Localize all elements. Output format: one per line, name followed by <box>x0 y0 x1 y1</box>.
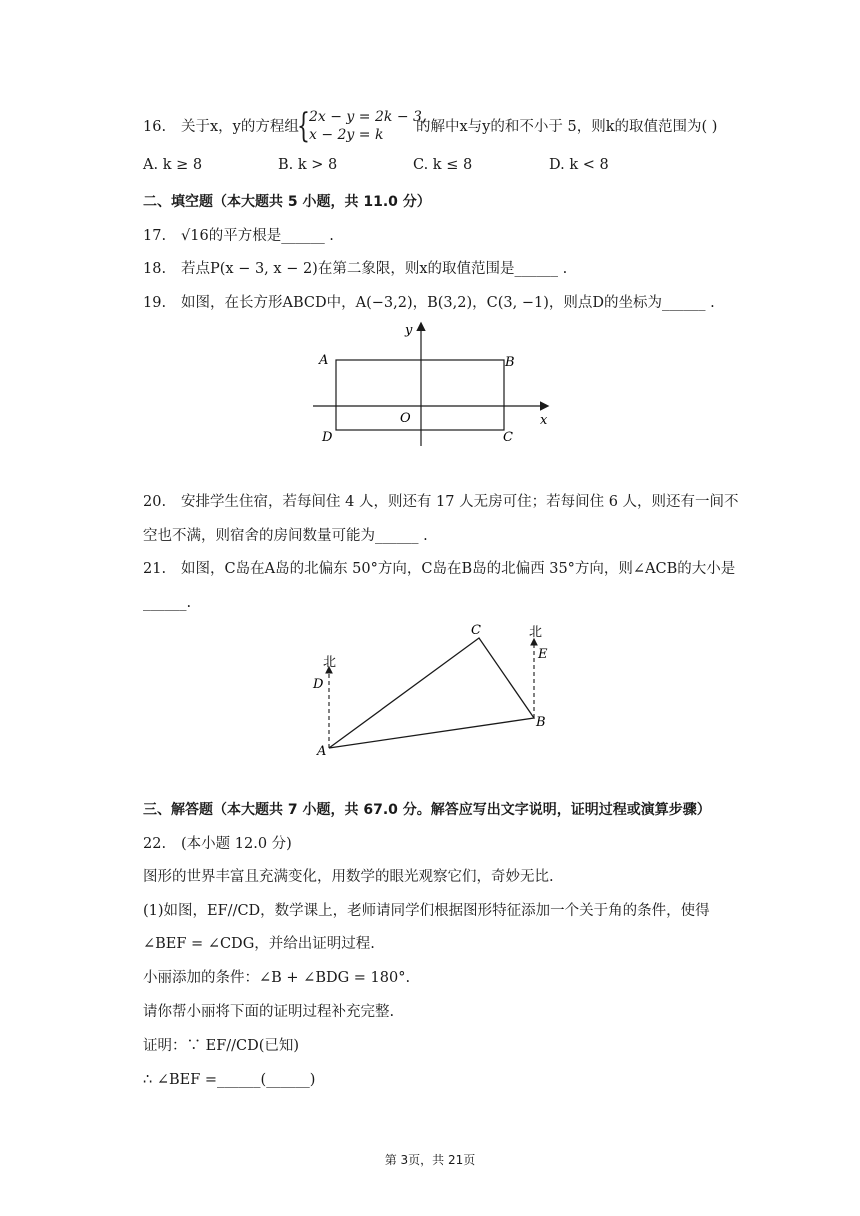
q22-proof-line2: ∴ ∠BEF =______(______) <box>143 1072 316 1088</box>
question-number: 18. <box>143 261 167 277</box>
north-label-right: 北 <box>529 625 543 640</box>
island-direction-figure <box>305 620 565 760</box>
label-c: C <box>471 623 481 638</box>
q20-line1 <box>143 493 739 511</box>
q22-intro: 图形的世界丰富且充满变化，用数学的眼光观察它们，奇妙无比. <box>143 869 554 885</box>
q16-suffix: 的解中x与y的和不小于 5，则k的取值范围为( ) <box>416 119 718 135</box>
triangle-acb <box>329 638 534 748</box>
q19-text: 如图，在长方形ABCD中，A(−3,2)，B(3,2)，C(3, −1)，则点D的坐标为______ . <box>181 295 715 311</box>
q18 <box>143 260 567 278</box>
label-a: A <box>319 353 329 368</box>
label-y: y <box>405 323 413 338</box>
q22-request: 请你帮小丽将下面的证明过程补充完整. <box>143 1004 395 1020</box>
question-number: 16. <box>143 119 167 135</box>
question-number: 19. <box>143 295 167 311</box>
q21-text-1: 如图，C岛在A岛的北偏东 50°方向，C岛在B岛的北偏西 35°方向，则∠ACB的大小是 <box>181 561 736 577</box>
q22-part1-line1: (1)如图，EF//CD，数学课上，老师请同学们根据图形特征添加一个关于角的条件，使得 <box>143 903 710 919</box>
question-number: 20. <box>143 494 167 510</box>
q20-text-1: 安排学生住宿，若每间住 4 人，则还有 17 人无房可住；若每间住 6 人，则还有一间不 <box>181 494 739 510</box>
section-title: 三、解答题（本大题共 7 小题，共 67.0 分。解答应写出文字说明，证明过程或演算步骤） <box>143 802 711 818</box>
q22-condition: 小丽添加的条件：∠B + ∠BDG = 180°. <box>143 970 411 986</box>
label-b: B <box>505 355 515 370</box>
q20-line2: 空也不满，则宿舍的房间数量可能为______ . <box>143 528 428 544</box>
q22-proof-line1: 证明：∵ EF//CD(已知) <box>143 1038 300 1054</box>
question-number: 21. <box>143 561 167 577</box>
brace-symbol: { <box>297 106 310 146</box>
q18-text: 若点P(x − 3, x − 2)在第二象限，则x的取值范围是______ . <box>181 261 568 277</box>
q17 <box>143 227 334 245</box>
q16-prefix: 关于x，y的方程组 <box>181 119 299 135</box>
section-title: 二、填空题（本大题共 5 小题，共 11.0 分） <box>143 194 431 210</box>
rectangle-coordinate-figure <box>305 318 555 450</box>
q21-line1 <box>143 560 735 578</box>
label-d: D <box>313 677 324 692</box>
label-c: C <box>503 430 513 445</box>
q22-score: (本小题 12.0 分) <box>181 836 292 852</box>
page-footer: 第 3页，共 21页 <box>384 1153 476 1167</box>
choice-c: C. k ≤ 8 <box>413 157 473 173</box>
question-number: 22. <box>143 836 167 852</box>
label-e: E <box>538 647 548 662</box>
equation-1: 2x − y = 2k − 3, <box>309 109 427 125</box>
q22-part1-line2: ∠BEF = ∠CDG，并给出证明过程. <box>143 936 375 952</box>
question-number: 17. <box>143 228 167 244</box>
rectangle-abcd <box>336 360 504 430</box>
label-d: D <box>322 430 333 445</box>
q17-text: √16的平方根是______ . <box>181 228 334 244</box>
north-label-left: 北 <box>323 655 337 670</box>
choice-b: B. k > 8 <box>278 157 338 173</box>
label-a: A <box>317 744 327 759</box>
q16-stem <box>143 118 299 136</box>
label-origin: O <box>400 411 411 426</box>
label-x: x <box>540 413 548 428</box>
choice-d: D. k < 8 <box>549 157 609 173</box>
q21-line2: ______. <box>143 595 192 611</box>
q22-header <box>143 835 292 853</box>
equation-system <box>297 106 427 146</box>
label-b: B <box>536 715 546 730</box>
q19 <box>143 294 715 312</box>
choice-a: A. k ≥ 8 <box>143 157 203 173</box>
equation-2: x − 2y = k <box>309 127 384 143</box>
